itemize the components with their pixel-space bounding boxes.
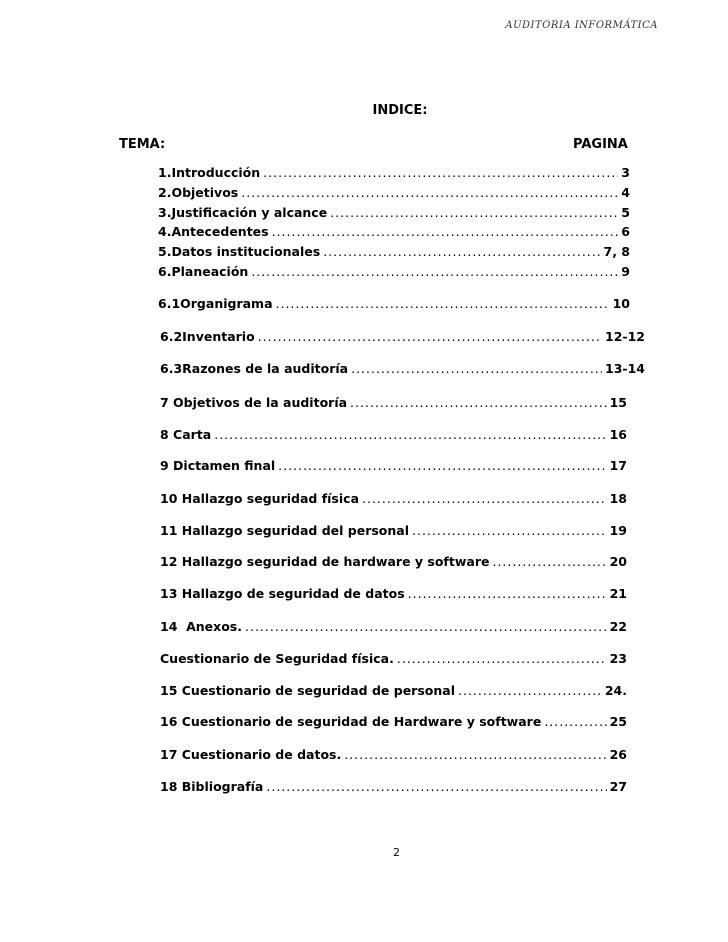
toc-entry-label: 6.1Organigrama — [158, 296, 273, 311]
toc-entry-page: 19 — [609, 523, 627, 538]
toc-entry-page: 3 — [621, 165, 630, 180]
toc-entry-label: 18 Bibliografía — [160, 779, 264, 794]
toc-entry-label: Antecedentes — [171, 224, 269, 239]
dot-leader — [263, 163, 618, 183]
toc-entry-page: 4 — [621, 185, 630, 200]
toc-entry-page: 10 — [612, 296, 630, 311]
toc-entry-page: 23 — [609, 651, 627, 666]
toc-entry-label: 12 Hallazgo seguridad de hardware y software — [160, 554, 490, 569]
toc-entry — [160, 393, 627, 413]
dot-leader — [241, 183, 618, 203]
dot-leader — [351, 359, 602, 379]
toc-entry-page: 21 — [609, 586, 627, 601]
dot-leader — [323, 242, 600, 262]
toc-entry — [158, 262, 630, 282]
toc-entry-page: 18 — [609, 491, 627, 506]
toc-entry-label: 10 Hallazgo seguridad física — [160, 491, 359, 506]
toc-entry-label: 16 Cuestionario de seguridad de Hardware y software — [160, 714, 542, 729]
toc-entry-page: 24. — [604, 683, 627, 698]
toc-entry-page: 27 — [609, 779, 627, 794]
toc-entry-page: 20 — [609, 554, 627, 569]
toc-entry-page: 13-14 — [605, 361, 645, 376]
running-header: AUDITORIA INFORMÁTICA — [505, 20, 658, 31]
toc-entry-label: 6.2Inventario — [160, 329, 255, 344]
toc-entry — [158, 183, 630, 203]
toc-entry — [160, 712, 627, 732]
toc-entry — [158, 203, 630, 223]
dot-leader — [245, 617, 607, 637]
toc-entry — [160, 359, 645, 379]
toc-entry-page: 22 — [609, 619, 627, 634]
toc-entry — [158, 163, 630, 183]
toc-entry-number: 5. — [158, 244, 172, 259]
dot-leader — [251, 262, 618, 282]
toc-entry-label: Datos institucionales — [171, 244, 321, 259]
toc-entry-page: 6 — [621, 224, 630, 239]
toc-entry — [160, 521, 627, 541]
toc-entry — [160, 649, 627, 669]
dot-leader — [412, 521, 607, 541]
toc-entry — [158, 222, 630, 242]
page-number: 2 — [393, 846, 400, 859]
toc-entry — [160, 681, 627, 701]
column-heading-pagina: PAGINA — [573, 137, 628, 152]
toc-entry-page: 5 — [621, 205, 630, 220]
dot-leader — [350, 393, 607, 413]
toc-entry-page: 9 — [621, 264, 630, 279]
toc-entry — [160, 777, 627, 797]
toc-entry-label: Planeación — [171, 264, 249, 279]
dot-leader — [492, 552, 606, 572]
toc-entry-page: 25 — [609, 714, 627, 729]
toc-entry — [160, 456, 627, 476]
dot-leader — [266, 777, 606, 797]
toc-entry-label: 9 Dictamen final — [160, 458, 276, 473]
toc-entry — [160, 425, 627, 445]
toc-entry — [160, 584, 627, 604]
dot-leader — [458, 681, 602, 701]
toc-entry-number: 3. — [158, 205, 172, 220]
toc-entry-label: Introducción — [171, 165, 261, 180]
toc-entry-label: 15 Cuestionario de seguridad de personal — [160, 683, 455, 698]
toc-entry — [160, 489, 627, 509]
toc-entry-label: Justificación y alcance — [171, 205, 328, 220]
toc-entry — [160, 617, 627, 637]
toc-entry-number: 2. — [158, 185, 172, 200]
toc-entry-number: 4. — [158, 224, 172, 239]
toc-entry-label: 13 Hallazgo de seguridad de datos — [160, 586, 405, 601]
dot-leader — [344, 745, 606, 765]
toc-entry-label: 8 Carta — [160, 427, 212, 442]
dot-leader — [278, 456, 606, 476]
toc-entry-label: Objetivos — [171, 185, 239, 200]
toc-entry-page: 15 — [609, 395, 627, 410]
dot-leader — [544, 712, 606, 732]
toc-entry — [160, 745, 627, 765]
toc-entry-page: 12-12 — [605, 329, 645, 344]
toc-entry — [158, 242, 630, 262]
toc-entry-page: 17 — [609, 458, 627, 473]
page-title: INDICE: — [372, 103, 428, 118]
toc-entry — [158, 294, 630, 314]
toc-entry-number: 1. — [158, 165, 172, 180]
toc-entry-label: Cuestionario de Seguridad física. — [160, 651, 394, 666]
dot-leader — [330, 203, 618, 223]
dot-leader — [272, 222, 619, 242]
toc-entry — [160, 552, 627, 572]
toc-entry — [160, 327, 645, 347]
dot-leader — [276, 294, 610, 314]
toc-entry-label: 7 Objetivos de la auditoría — [160, 395, 348, 410]
dot-leader — [397, 649, 607, 669]
toc-entry-label: 11 Hallazgo seguridad del personal — [160, 523, 410, 538]
dot-leader — [362, 489, 607, 509]
dot-leader — [408, 584, 607, 604]
toc-entry-page: 26 — [609, 747, 627, 762]
toc-entry-label: 14 Anexos. — [160, 619, 242, 634]
dot-leader — [258, 327, 602, 347]
toc-entry-label: 6.3Razones de la auditoría — [160, 361, 349, 376]
column-heading-tema: TEMA: — [119, 137, 166, 152]
toc-entry-page: 16 — [609, 427, 627, 442]
dot-leader — [214, 425, 606, 445]
toc-entry-label: 17 Cuestionario de datos. — [160, 747, 342, 762]
toc-entry-number: 6. — [158, 264, 172, 279]
toc-entry-page: 7, 8 — [603, 244, 630, 259]
